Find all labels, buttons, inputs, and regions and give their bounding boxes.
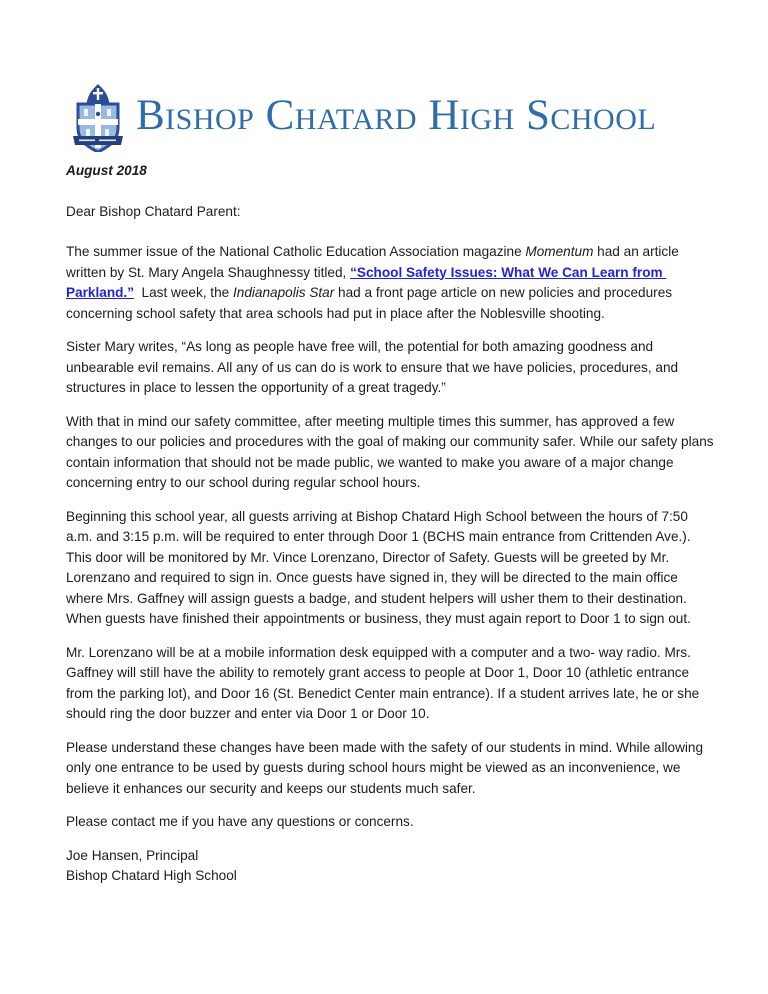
paragraph — [66, 507, 714, 630]
paragraph — [66, 738, 714, 800]
paragraph — [66, 337, 714, 399]
text-run: Please contact me if you have any questions or concerns. — [66, 814, 414, 829]
letter-date: August 2018 — [66, 163, 147, 178]
text-run: Indianapolis Star — [233, 285, 335, 300]
paragraph — [66, 643, 714, 725]
letter-content — [66, 161, 718, 887]
text-run: The summer issue of the National Catholic Education Association magazine — [66, 244, 526, 259]
text-run: Please understand these changes have been made with the safety of our students in mind. While allowing only one entrance to be used by guests during school hours might be viewed as an inconvenience, we believe it enhances our security and keeps our students much safer. — [66, 739, 707, 796]
article-link[interactable]: “School Safety Issues: What We Can Learn from Parkland.” — [66, 264, 667, 300]
text-run: With that in mind our safety committee, after meeting multiple times this summer, has approved a few changes to our policies and procedures with the goal of making our community safer. While our safety plans contain information that should not be made public, we wanted to make you aware of a major change concerning entry to our school during regular school hours. — [66, 413, 718, 490]
signature-block — [66, 846, 714, 887]
school-name-title: Bishop Chatard High School — [136, 91, 657, 139]
crest-cross-horizontal — [78, 119, 118, 125]
signature-school: Bishop Chatard High School — [66, 868, 237, 883]
text-run: Last week, the — [134, 285, 233, 300]
letterhead — [72, 84, 656, 152]
text-run: had a front page article on new policies and procedures concerning school safety that area schools had put in place after the Noblesville shooting. — [66, 285, 676, 321]
text-run: Beginning this school year, all guests arriving at Bishop Chatard High School between the hours of 7:50 a.m. and 3:15 p.m. will be required to enter through Door 1 (BCHS main entrance from Crittenden Ave.). This door will be monitored by Mr. Vince Lorenzano, Director of Safety. Guests will be greeted by Mr. Lorenzano and required to sign in. Once guests have signed in, they will be directed to the main office where Mrs. Gaffney will assign guests a badge, and student helpers will usher them to their destination. When guests have finished their appointments or business, they must again report to Door 1 to sign out. — [66, 508, 695, 626]
salutation: Dear Bishop Chatard Parent: — [66, 203, 241, 219]
paragraph — [66, 812, 714, 833]
text-run: had an article written by St. Mary Angela Shaughnessy titled, — [66, 244, 683, 280]
text-run: Sister Mary writes, “As long as people have free will, the potential for both amazing goodness and unbearable evil remains. All any of us can do is work to ensure that we have policies, procedures, and structures in place to lessen the opportunity of a great tragedy.” — [66, 339, 682, 395]
text-run: Mr. Lorenzano will be at a mobile information desk equipped with a computer and a two- way radio. Mrs. Gaffney will still have the ability to remotely grant access to people at Door 1, Door 10 (athletic entrance from the parking lot), and Door 16 (St. Benedict Center main entrance). If a student arrives late, he or she should ring the door buzzer and enter via Door 1 or Door 10. — [66, 644, 703, 721]
paragraph — [66, 412, 718, 494]
text-run: Momentum — [525, 244, 594, 259]
school-crest-logo — [72, 84, 124, 152]
signature-name: Joe Hansen, Principal — [66, 847, 199, 863]
letter-body — [66, 242, 718, 833]
paragraph — [66, 242, 714, 324]
